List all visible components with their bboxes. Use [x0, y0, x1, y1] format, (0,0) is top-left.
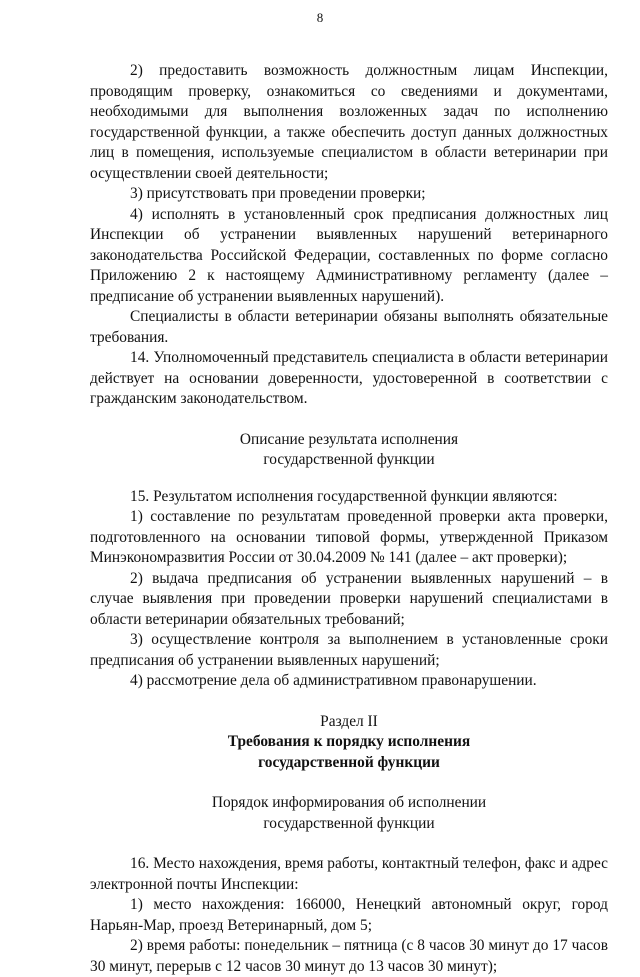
section-label: Раздел II [320, 712, 378, 730]
paragraph: 2) предоставить возможность должностным лицам Инспекции, проводящим проверку, ознакомиться со сведениями и документами, необходимыми для выполнения возложенных задач по исполнению государственной функции, а также обеспечить доступ данных должностных лиц в помещения, используемые специалистом в области ветеринарии при осуществлении своей деятельности; [90, 62, 608, 182]
heading-result-line-1: Описание результата исполнения [239, 430, 459, 448]
paragraph: 14. Уполномоченный представитель специалиста в области ветеринарии действует на основании доверенности, удостоверенной в соответствии с гражданским законодательством. [90, 349, 608, 407]
paragraph: Специалисты в области ветеринарии обязаны выполнять обязательные требования. [90, 308, 608, 346]
paragraph: 2) выдача предписания об устранении выявленных нарушений – в случае выявления при проведении проверки нарушений специалистами в области ветеринарии обязательных требований; [90, 569, 608, 628]
paragraph: 2) время работы: понедельник – пятница (с 8 часов 30 минут до 17 часов 30 минут, перерыв с 12 часов 30 минут до 13 часов 30 минут); [90, 937, 608, 975]
paragraph: 3) осуществление контроля за выполнением в установленные сроки предписания об устранении выявленных нарушений; [90, 631, 608, 669]
document-body [90, 61, 608, 977]
paragraph: 3) присутствовать при проведении проверки; [130, 185, 426, 202]
paragraph: 1) место нахождения: 166000, Ненецкий автономный округ, город Нарьян-Мар, проезд Ветеринарный, дом 5; [90, 896, 608, 934]
heading-info-line-2: государственной функции [263, 814, 435, 832]
paragraph: 15. Результатом исполнения государственной функции являются: [130, 487, 558, 505]
section-title-line-2: государственной функции [258, 753, 440, 771]
paragraph: 4) исполнять в установленный срок предписания должностных лиц Инспекции об устранении выявленных нарушений ветеринарного законодательства Российской Федерации, составленных по форме согласно Приложению 2 к настоящему Административному регламенту (далее – предписание об устранении выявленных нарушений). [90, 205, 608, 305]
paragraph: 4) рассмотрение дела об административном правонарушении. [130, 672, 537, 689]
heading-info-line-1: Порядок информирования об исполнении [211, 794, 487, 811]
paragraph: 1) составление по результатам проведенной проверки акта проверки, подготовленного на основании типовой формы, утвержденной Приказом Минэкономразвития России от 30.04.2009 № 141 (далее – акт проверки); [90, 508, 608, 566]
page-number: 8 [316, 10, 324, 25]
paragraph: 16. Место нахождения, время работы, контактный телефон, факс и адрес электронной почты Инспекции: [90, 855, 608, 893]
section-title-line-1: Требования к порядку исполнения [227, 733, 471, 750]
heading-result-line-2: государственной функции [263, 451, 435, 468]
